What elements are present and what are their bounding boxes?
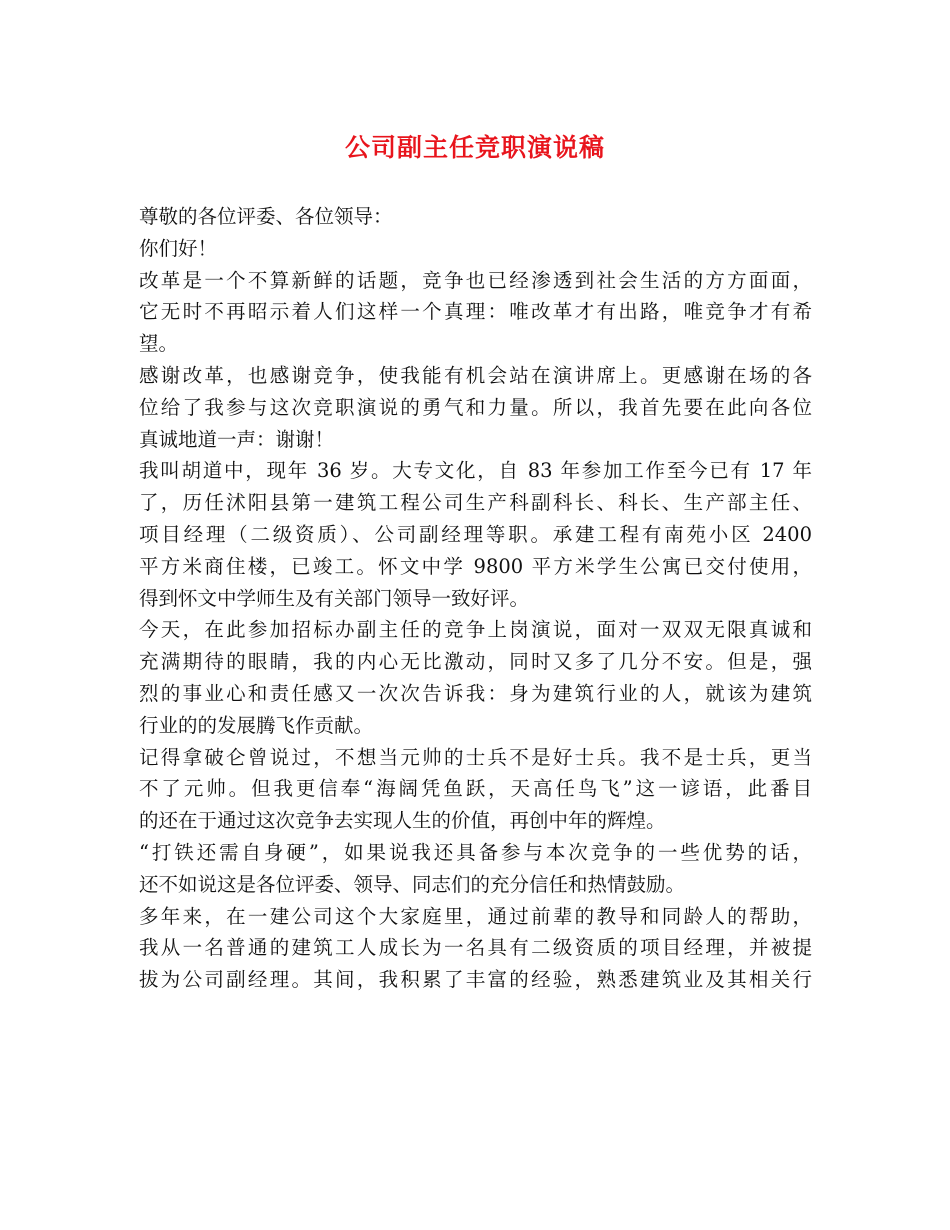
text-line: 平方米商住楼，已竣工。怀文中学 9800 平方米学生公寓已交付使用， bbox=[139, 554, 812, 578]
text-line: 项目经理（二级资质）、公司副经理等职。承建工程有南苑小区 2400 bbox=[139, 522, 812, 546]
text-line: 多年来，在一建公司这个大家庭里，通过前辈的教导和同龄人的帮助， bbox=[139, 904, 812, 928]
text-line: 了，历任沭阳县第一建筑工程公司生产科副科长、科长、生产部主任、 bbox=[139, 491, 812, 515]
text-line: 尊敬的各位评委、各位领导： bbox=[139, 205, 393, 228]
text-line: 拔为公司副经理。其间，我积累了丰富的经验，熟悉建筑业及其相关行 bbox=[139, 968, 812, 992]
text-line: 它无时不再昭示着人们这样一个真理：唯改革才有出路，唯竞争才有希 bbox=[139, 300, 812, 324]
text-line: 记得拿破仑曾说过，不想当元帅的士兵不是好士兵。我不是士兵，更当 bbox=[139, 745, 812, 769]
text-line: 位给了我参与这次竞职演说的勇气和力量。所以，我首先要在此向各位 bbox=[139, 395, 812, 419]
text-line: “打铁还需自身硬”，如果说我还具备参与本次竞争的一些优势的话， bbox=[139, 840, 812, 864]
text-line: 行业的的发展腾飞作贡献。 bbox=[139, 713, 374, 737]
text-line: 还不如说这是各位评委、领导、同志们的充分信任和热情鼓励。 bbox=[139, 872, 686, 896]
text-line: 望。 bbox=[139, 332, 179, 356]
text-line: 今天，在此参加招标办副主任的竞争上岗演说，面对一双双无限真诚和 bbox=[139, 618, 812, 642]
text-line: 改革是一个不算新鲜的话题，竞争也已经渗透到社会生活的方方面面， bbox=[139, 268, 812, 292]
text-line: 真诚地道一声：谢谢！ bbox=[139, 427, 335, 451]
text-line: 充满期待的眼睛，我的内心无比激动，同时又多了几分不安。但是，强 bbox=[139, 650, 812, 674]
text-line: 得到怀文中学师生及有关部门领导一致好评。 bbox=[139, 586, 530, 610]
document-body bbox=[139, 201, 812, 996]
text-line: 我从一名普通的建筑工人成长为一名具有二级资质的项目经理，并被提 bbox=[139, 936, 812, 960]
text-line: 不了元帅。但我更信奉“海阔凭鱼跃，天高任鸟飞”这一谚语，此番目 bbox=[139, 777, 812, 801]
text-line: 我叫胡道中，现年 36 岁。大专文化，自 83 年参加工作至今已有 17 年 bbox=[139, 459, 812, 483]
document-title: 公司副主任竞职演说稿 bbox=[344, 133, 605, 162]
text-line: 烈的事业心和责任感又一次次告诉我：身为建筑行业的人，就该为建筑 bbox=[139, 681, 812, 705]
text-line: 你们好！ bbox=[139, 236, 218, 260]
text-line: 的还在于通过这次竞争去实现人生的价值，再创中年的辉煌。 bbox=[139, 809, 666, 833]
text-line: 感谢改革，也感谢竞争，使我能有机会站在演讲席上。更感谢在场的各 bbox=[139, 363, 812, 387]
